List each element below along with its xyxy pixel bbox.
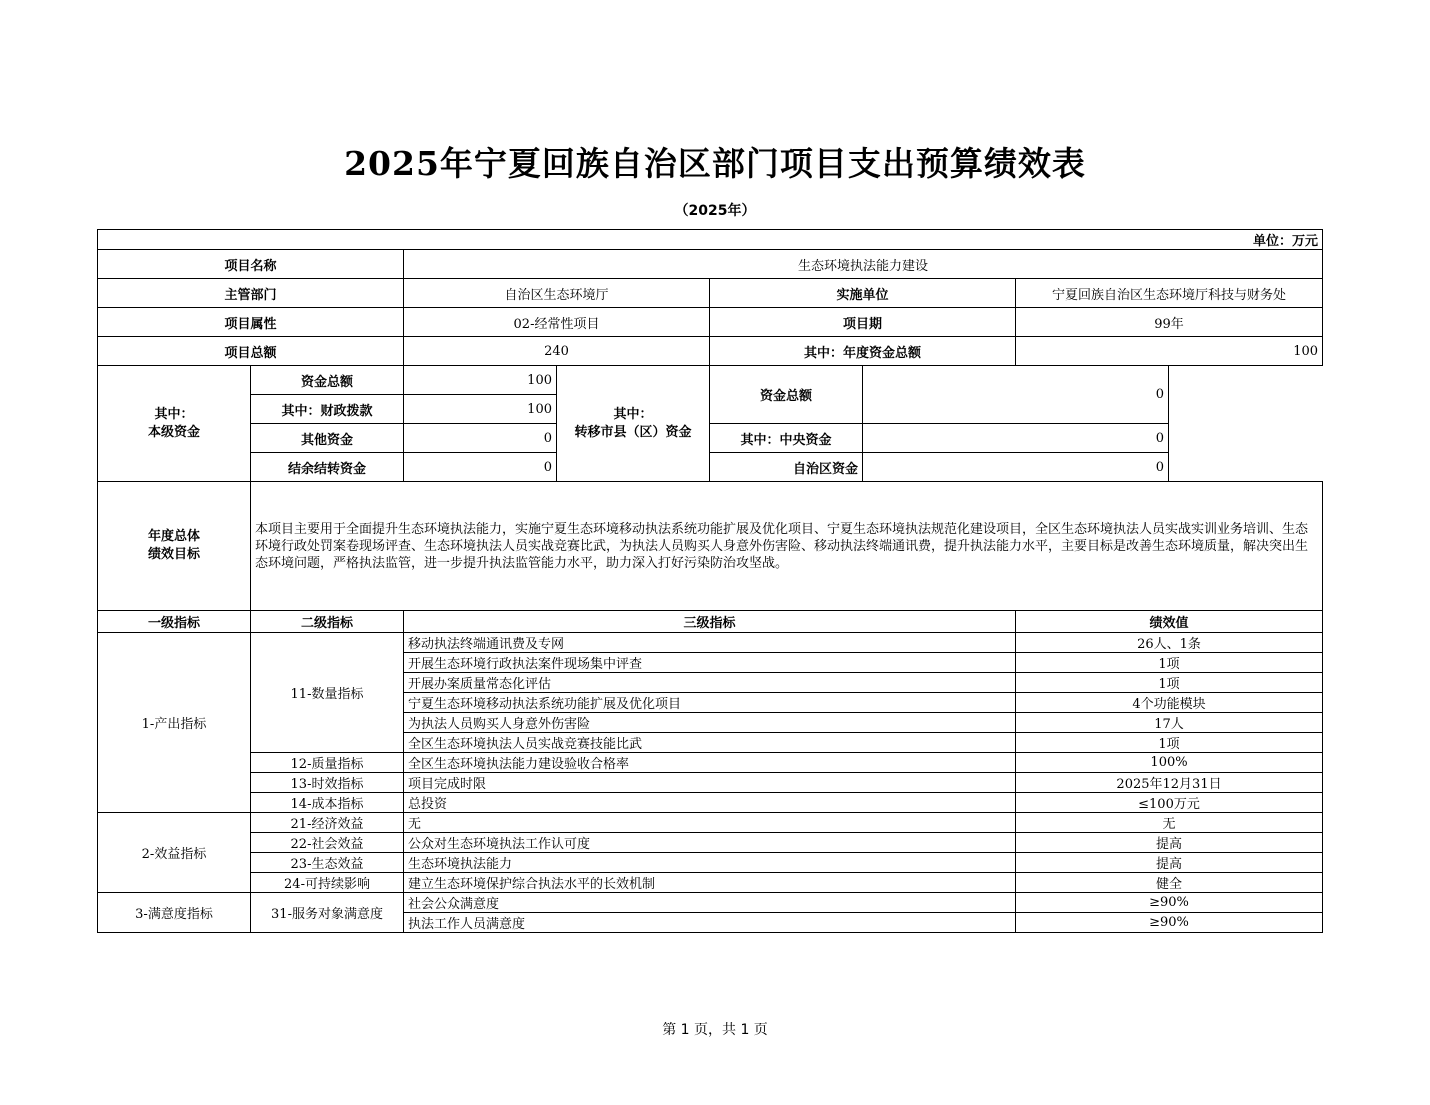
transfer-total-value: 0	[863, 366, 1169, 424]
indicator-value: 17人	[1016, 713, 1323, 733]
header-level2: 二级指标	[251, 611, 404, 633]
annual-total-value: 100	[1016, 337, 1323, 366]
indicator-value: 4个功能模块	[1016, 693, 1323, 713]
indicator-name: 为执法人员购买人身意外伤害险	[404, 713, 1016, 733]
dept-value: 自治区生态环境厅	[404, 279, 710, 308]
benefit-sub-label: 24-可持续影响	[251, 873, 404, 893]
table-row	[98, 633, 1323, 653]
unit-row	[98, 230, 1323, 250]
attr-label: 项目属性	[98, 308, 404, 337]
transfer-region-value: 0	[863, 453, 1169, 482]
goal-text: 本项目主要用于全面提升生态环境执法能力，实施宁夏生态环境移动执法系统功能扩展及优化项目、宁夏生态环境执法规范化建设项目，全区生态环境执法人员实战实训业务培训、生态环境行政处罚案卷现场评查、生态环境执法人员实战竞赛比武，为执法人员购买人身意外伤害险、移动执法终端通讯费，提升执法能力水平，主要目标是改善生态环境质量，解决突出生态环境问题，严格执法监管，进一步提升执法监管能力水平，助力深入打好污染防治攻坚战。	[251, 482, 1323, 611]
funds-row-1	[98, 366, 1323, 395]
transfer-funds-label-line2: 转移市县（区）资金	[574, 424, 692, 440]
annual-total-label: 其中：年度资金总额	[710, 337, 1016, 366]
indicator-value: 26人、1条	[1016, 633, 1323, 653]
table-row	[98, 753, 1323, 773]
local-carryover-label: 结余结转资金	[251, 453, 404, 482]
transfer-total-label: 资金总额	[710, 366, 863, 424]
indicator-value: 无	[1016, 813, 1323, 833]
table-row	[98, 813, 1323, 833]
total-row	[98, 337, 1323, 366]
table-row	[98, 833, 1323, 853]
project-name-label: 项目名称	[98, 250, 404, 279]
transfer-region-label: 自治区资金	[710, 453, 863, 482]
quantity-label: 11-数量指标	[251, 633, 404, 753]
indicator-value: 1项	[1016, 653, 1323, 673]
attr-value: 02-经常性项目	[404, 308, 710, 337]
attr-row	[98, 308, 1323, 337]
benefit-sub-label: 21-经济效益	[251, 813, 404, 833]
indicator-name: 生态环境执法能力	[404, 853, 1016, 873]
local-carryover-value: 0	[404, 453, 557, 482]
indicator-name: 执法工作人员满意度	[404, 913, 1016, 933]
indicator-name: 社会公众满意度	[404, 893, 1016, 913]
indicator-name: 总投资	[404, 793, 1016, 813]
local-total-value: 100	[404, 366, 557, 395]
local-fiscal-label: 其中：财政拨款	[251, 395, 404, 424]
indicator-value: 2025年12月31日	[1016, 773, 1323, 793]
table-row	[98, 853, 1323, 873]
performance-table	[97, 229, 1323, 933]
indicator-value: ≥90%	[1016, 893, 1323, 913]
dept-label: 主管部门	[98, 279, 404, 308]
transfer-funds-label-line1: 其中：	[613, 406, 653, 422]
indicator-value: 提高	[1016, 833, 1323, 853]
indicator-value: ≥90%	[1016, 913, 1323, 933]
goal-row	[98, 482, 1323, 611]
transfer-central-label: 其中：中央资金	[710, 424, 863, 453]
quality-label: 12-质量指标	[251, 753, 404, 773]
indicator-value: 1项	[1016, 733, 1323, 753]
header-value: 绩效值	[1016, 611, 1323, 633]
impl-label: 实施单位	[710, 279, 1016, 308]
indicator-name: 项目完成时限	[404, 773, 1016, 793]
local-funds-group-label	[98, 366, 251, 482]
indicator-name: 全区生态环境执法能力建设验收合格率	[404, 753, 1016, 773]
local-total-label: 资金总额	[251, 366, 404, 395]
local-other-value: 0	[404, 424, 557, 453]
table-row	[98, 893, 1323, 913]
total-value: 240	[404, 337, 710, 366]
year-subtitle: （2025年）	[674, 203, 756, 219]
indicator-value: 100%	[1016, 753, 1323, 773]
indicator-name: 开展办案质量常态化评估	[404, 673, 1016, 693]
transfer-central-value: 0	[863, 424, 1169, 453]
period-label: 项目期	[710, 308, 1016, 337]
goal-label-line1: 年度总体	[147, 529, 200, 544]
local-funds-label-line2: 本级资金	[147, 424, 200, 440]
indicator-value: ≤100万元	[1016, 793, 1323, 813]
indicator-name: 移动执法终端通讯费及专网	[404, 633, 1016, 653]
table-row	[98, 793, 1323, 813]
benefit-sub-label: 23-生态效益	[251, 853, 404, 873]
local-fiscal-value: 100	[404, 395, 557, 424]
goal-label	[98, 482, 251, 611]
indicator-name: 开展生态环境行政执法案件现场集中评查	[404, 653, 1016, 673]
project-name-value: 生态环境执法能力建设	[404, 250, 1323, 279]
indicator-name: 全区生态环境执法人员实战竞赛技能比武	[404, 733, 1016, 753]
time-label: 13-时效指标	[251, 773, 404, 793]
unit-label: 单位：万元	[98, 230, 1323, 250]
header-level1: 一级指标	[98, 611, 251, 633]
benefit-sub-label: 22-社会效益	[251, 833, 404, 853]
funds-row-4	[98, 453, 1323, 482]
impl-value: 宁夏回族自治区生态环境厅科技与财务处	[1016, 279, 1323, 308]
indicator-name: 公众对生态环境执法工作认可度	[404, 833, 1016, 853]
indicator-value: 提高	[1016, 853, 1323, 873]
dept-row	[98, 279, 1323, 308]
page-footer: 第 1 页，共 1 页	[662, 1022, 768, 1038]
indicator-value: 1项	[1016, 673, 1323, 693]
local-funds-label-line1: 其中：	[154, 406, 194, 422]
output-label: 1-产出指标	[98, 633, 251, 813]
satisfaction-label: 3-满意度指标	[98, 893, 251, 933]
header-level3: 三级指标	[404, 611, 1016, 633]
indicator-value: 健全	[1016, 873, 1323, 893]
benefit-label: 2-效益指标	[98, 813, 251, 893]
transfer-funds-group-label	[557, 366, 710, 482]
table-row	[98, 773, 1323, 793]
funds-row-3	[98, 424, 1323, 453]
period-value: 99年	[1016, 308, 1323, 337]
satisfaction-sub-label: 31-服务对象满意度	[251, 893, 404, 933]
indicator-header-row	[98, 611, 1323, 633]
project-name-row	[98, 250, 1323, 279]
indicator-name: 无	[404, 813, 1016, 833]
goal-label-line2: 绩效目标	[147, 547, 200, 562]
indicator-name: 宁夏生态环境移动执法系统功能扩展及优化项目	[404, 693, 1016, 713]
total-label: 项目总额	[98, 337, 404, 366]
cost-label: 14-成本指标	[251, 793, 404, 813]
table-row	[98, 873, 1323, 893]
local-other-label: 其他资金	[251, 424, 404, 453]
indicator-name: 建立生态环境保护综合执法水平的长效机制	[404, 873, 1016, 893]
page-title: 2025年宁夏回族自治区部门项目支出预算绩效表	[344, 144, 1086, 183]
